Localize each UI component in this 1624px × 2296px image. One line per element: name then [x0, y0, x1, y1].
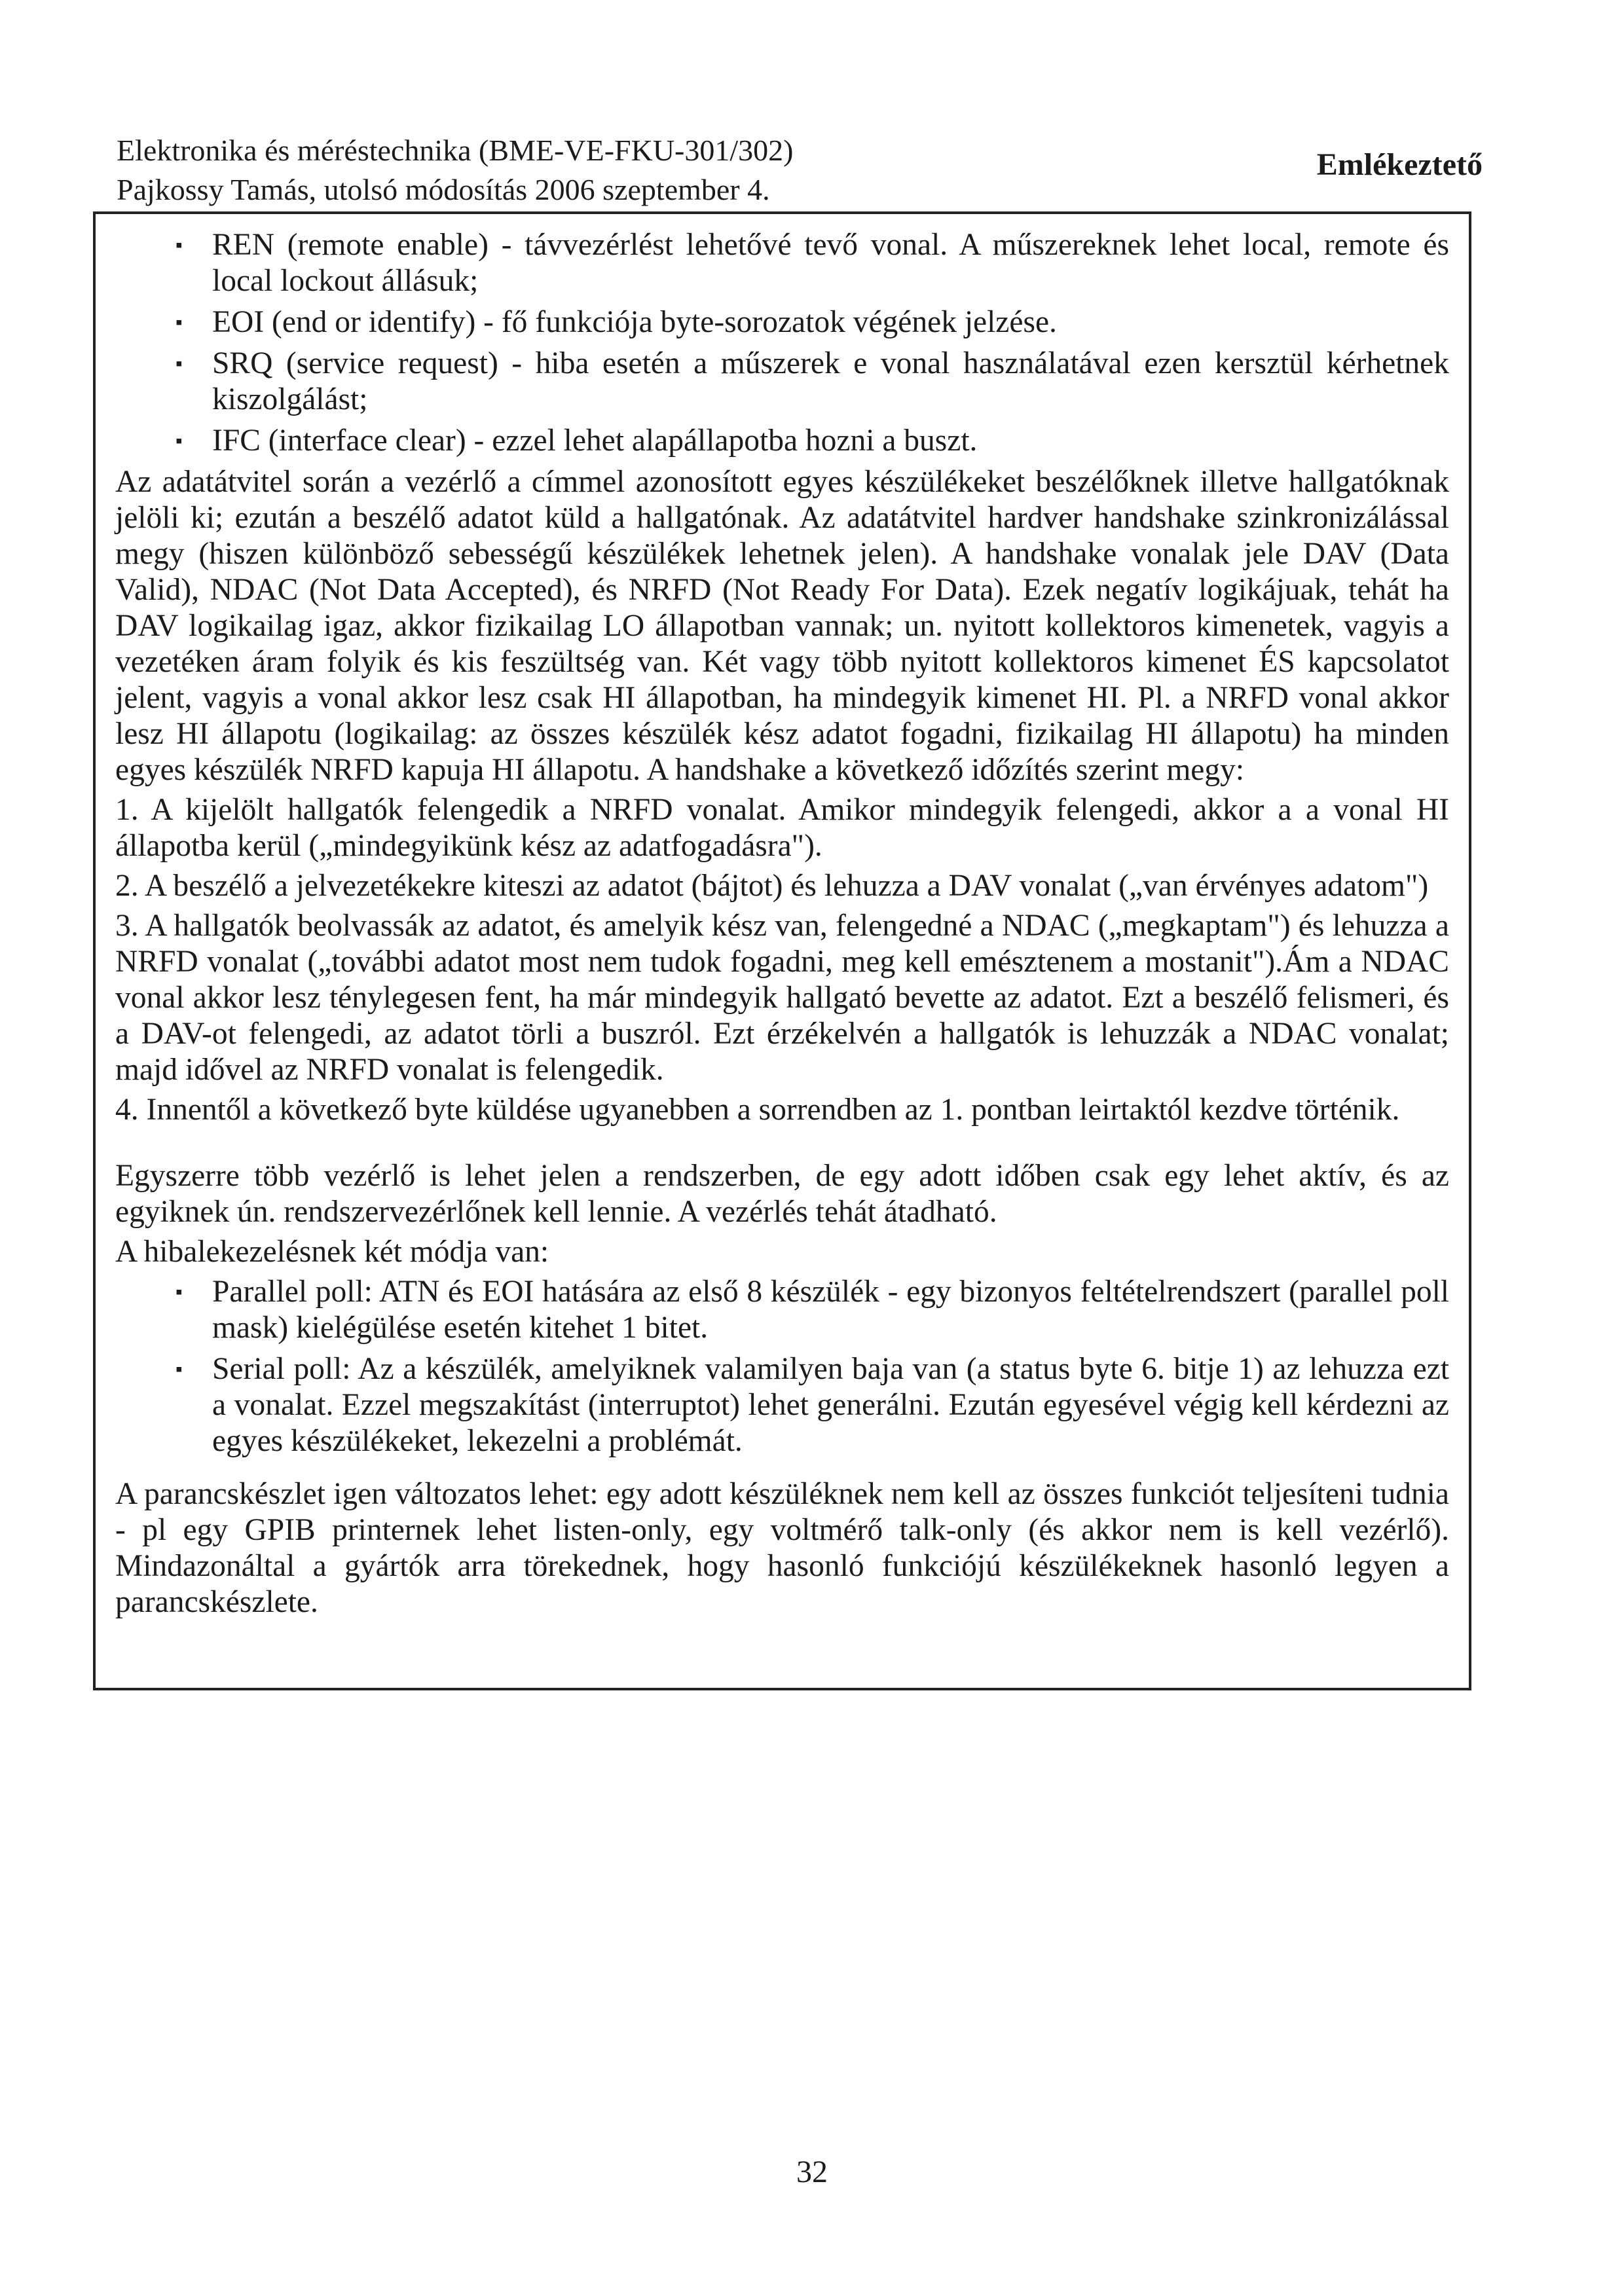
list-item-text: REN (remote enable) - távvezérlést lehetővé tevő vonal. A műszereknek lehet local, remote és local lockout állásuk; [212, 228, 1449, 298]
bullet-icon: ▪ [175, 1281, 183, 1303]
author-revision-line: Pajkossy Tamás, utolsó módosítás 2006 szeptember 4. [117, 173, 770, 206]
bullet-icon: ▪ [175, 234, 183, 256]
list-item [115, 227, 1449, 299]
list-item-text: SRQ (service request) - hiba esetén a műszerek e vonal használatával ezen kersztül kérhetnek kiszolgálást; [212, 346, 1449, 416]
document-type-label: Emlékeztető [1316, 147, 1483, 182]
bullet-icon: ▪ [175, 312, 183, 333]
error-handling-intro: A hibalekezelésnek két módja van: [115, 1235, 549, 1269]
bullet-icon: ▪ [175, 430, 183, 452]
list-item-text: Serial poll: Az a készülék, amelyiknek valamilyen baja van (a status byte 6. bitje 1) az lehuzza ezt a vonalat. Ezzel megszakítást (interruptot) lehet generálni. Ezután egyesével végig kell kérdezni az egyes készülékeket, lekezelni a problémát. [212, 1352, 1449, 1458]
handshake-step: 1. A kijelölt hallgatók felengedik a NRFD vonalat. Amikor mindegyik felengedi, akkor a a vonal HI állapotba kerül („mindegyikünk kész az adatfogadásra"). [115, 793, 1449, 863]
bus-lines-list [115, 227, 1449, 459]
list-item-text: IFC (interface clear) - ezzel lehet alapállapotba hozni a buszt. [212, 424, 978, 458]
page-header [117, 131, 1483, 210]
course-title: Elektronika és méréstechnika (BME-VE-FKU-301/302) [117, 134, 794, 167]
data-transfer-paragraph: Az adatátvitel során a vezérlő a címmel azonosított egyes készülékeket beszélőknek illetve hallgatóknak jelöli ki; ezután a beszélő adatot küld a hallgatónak. Az adatátvitel hardver handshake szinkronizálással megy (hiszen különböző sebességű készülékek lehetnek jelen). A handshake vonalak jele DAV (Data Valid), NDAC (Not Data Accepted), és NRFD (Not Ready For Data). Ezek negatív logikájuak, tehát ha DAV logikailag igaz, akkor fizikailag LO állapotban vannak; un. nyitott kollektoros kimenetek, vagyis a vezetéken áram folyik és kis feszültség van. Két vagy több nyitott kollektoros kimenet ÉS kapcsolatot jelent, vagyis a vonal akkor lesz csak HI állapotban, ha mindegyik kimenet HI. Pl. a NRFD vonal akkor lesz HI állapotu (logikailag: az összes készülék kész adatot fogadni, fizikailag HI állapotu) ha minden egyes készülék NRFD kapuja HI állapotu. A handshake a következő időzítés szerint megy: [115, 465, 1449, 787]
bullet-icon: ▪ [175, 1358, 183, 1380]
handshake-step: 2. A beszélő a jelvezetékekre kiteszi az adatot (bájtot) és lehuzza a DAV vonalat („van érvényes adatom") [115, 869, 1429, 903]
list-item [115, 346, 1449, 418]
bullet-icon: ▪ [175, 353, 183, 374]
list-item-text: Parallel poll: ATN és EOI hatására az első 8 készülék - egy bizonyos feltételrendszert (parallel poll mask) kielégülése esetén kitehet 1 bitet. [212, 1275, 1449, 1345]
handshake-step: 3. A hallgatók beolvassák az adatot, és amelyik kész van, felengedné a NDAC („megkaptam") és lehuzza a NRFD vonalat („további adatot most nem tudok fogadni, meg kell emésztenem a mostanit").Ám a NDAC vonal akkor lesz ténylegesen fent, ha már mindegyik hallgató bevette az adatot. Ezt a beszélő felismeri, és a DAV-ot felengedi, az adatot törli a buszról. Ezt érzékelvén a hallgatók is lehuzzák a NDAC vonalat; majd idővel az NRFD vonalat is felengedik. [115, 909, 1449, 1087]
command-set-paragraph: A parancskészlet igen változatos lehet: egy adott készüléknek nem kell az összes funkciót teljesíteni tudnia - pl egy GPIB printernek lehet listen-only, egy voltmérő talk-only (és akkor nem is kell vezérlő). Mindazonáltal a gyártók arra törekednek, hogy hasonló funkciójú készülékeknek hasonló legyen a parancskészlete. [115, 1477, 1449, 1619]
list-item [115, 1351, 1449, 1459]
list-item [115, 423, 1449, 459]
controllers-paragraph: Egyszerre több vezérlő is lehet jelen a rendszerben, de egy adott időben csak egy lehet aktív, és az egyiknek ún. rendszervezérlőnek kell lennie. A vezérlés tehát átadható. [115, 1159, 1449, 1229]
list-item [115, 304, 1449, 340]
list-item [115, 1274, 1449, 1346]
page-number: 32 [796, 2155, 828, 2189]
list-item-text: EOI (end or identify) - fő funkciója byte-sorozatok végének jelzése. [212, 305, 1057, 339]
handshake-step: 4. Innentől a következő byte küldése ugyanebben a sorrendben az 1. pontban leirtaktól kezdve történik. [115, 1093, 1400, 1127]
poll-modes-list [115, 1274, 1449, 1459]
content-frame [93, 211, 1471, 1690]
